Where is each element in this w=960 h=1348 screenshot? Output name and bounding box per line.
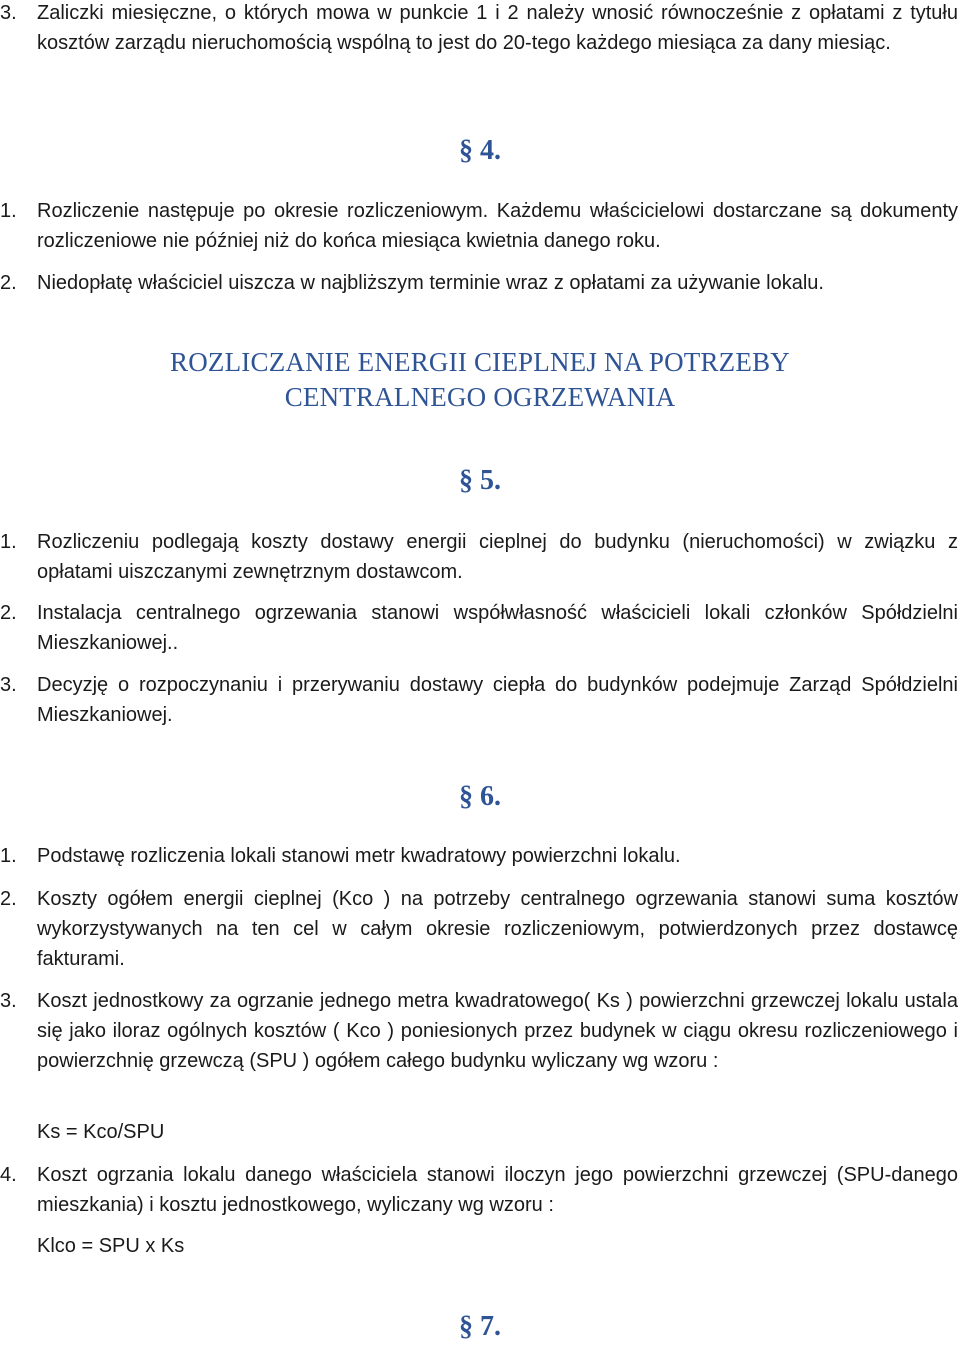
s5-item-2 [0,598,958,658]
chapter-heading-line-1: ROZLICZANIE ENERGII CIEPLNEJ NA POTRZEBY [170,347,790,377]
item-text: Niedopłatę właściciel uiszcza w najbliższym terminie wraz z opłatami za używanie lokalu. [37,272,824,294]
s6-item-2 [0,884,958,974]
section-5-heading: § 5. [459,465,501,496]
item-text: Podstawę rozliczenia lokali stanowi metr kwadratowy powierzchni lokalu. [37,845,681,867]
s6-item-3 [0,986,958,1076]
item-text: Zaliczki miesięczne, o których mowa w punkcie 1 i 2 należy wnosić równocześnie z opłatami z tytułu kosztów zarządu nieruchomością wspólną to jest do 20-tego każdego miesiąca za dany miesiąc. [37,2,958,54]
item-number: 3. [0,990,17,1012]
item-number: 3. [0,2,17,24]
s5-item-3 [0,670,958,730]
s3-item-3 [0,0,958,58]
item-number: 4. [0,1164,17,1186]
formula-klco: Klco = SPU x Ks [37,1235,185,1257]
item-number: 1. [0,531,17,553]
item-text: Rozliczenie następuje po okresie rozliczeniowym. Każdemu właścicielowi dostarczane są dokumenty rozliczeniowe nie później niż do końca miesiąca kwietnia danego roku. [37,200,958,252]
section-7-heading: § 7. [459,1311,501,1342]
s5-item-1 [0,527,958,587]
item-text: Koszt jednostkowy za ogrzanie jednego metra kwadratowego( Ks ) powierzchni grzewczej lokalu ustala się jako iloraz ogólnych kosztów ( Kco ) poniesionych przez budynek w ciągu okresu rozliczeniowego i powierzchnię grzewczą (SPU ) ogółem całego budynku wyliczany wg wzoru : [37,990,958,1072]
formula-ks: Ks = Kco/SPU [37,1121,165,1143]
section-4-heading: § 4. [459,135,501,166]
item-text: Koszty ogółem energii cieplnej (Kco ) na potrzeby centralnego ogrzewania stanowi suma kosztów wykorzystywanych na ten cel w całym okresie rozliczeniowym, potwierdzonych przez dostawcę fakturami. [37,888,958,970]
item-number: 2. [0,272,17,294]
item-text: Instalacja centralnego ogrzewania stanowi współwłasność właścicieli lokali członków Spółdzielni Mieszkaniowej.. [37,602,958,654]
item-text: Rozliczeniu podlegają koszty dostawy energii cieplnej do budynku (nieruchomości) w związku z opłatami uiszczanymi zewnętrznym dostawcom. [37,531,958,583]
item-text: Koszt ogrzania lokalu danego właściciela stanowi iloczyn jego powierzchni grzewczej (SPU-danego mieszkania) i kosztu jednostkowego, wyliczany wg wzoru : [37,1164,958,1216]
s4-item-2 [0,268,958,298]
s6-item-4 [0,1160,958,1220]
section-6-heading: § 6. [459,781,501,812]
item-number: 3. [0,674,17,696]
chapter-heading-line-2: CENTRALNEGO OGRZEWANIA [284,382,676,412]
item-number: 1. [0,845,17,867]
s4-item-1 [0,196,958,256]
item-text: Decyzję o rozpoczynaniu i przerywaniu dostawy ciepła do budynków podejmuje Zarząd Spółdzielni Mieszkaniowej. [37,674,958,726]
item-number: 1. [0,200,17,222]
item-number: 2. [0,888,17,910]
s6-item-1 [0,841,958,871]
item-number: 2. [0,602,17,624]
